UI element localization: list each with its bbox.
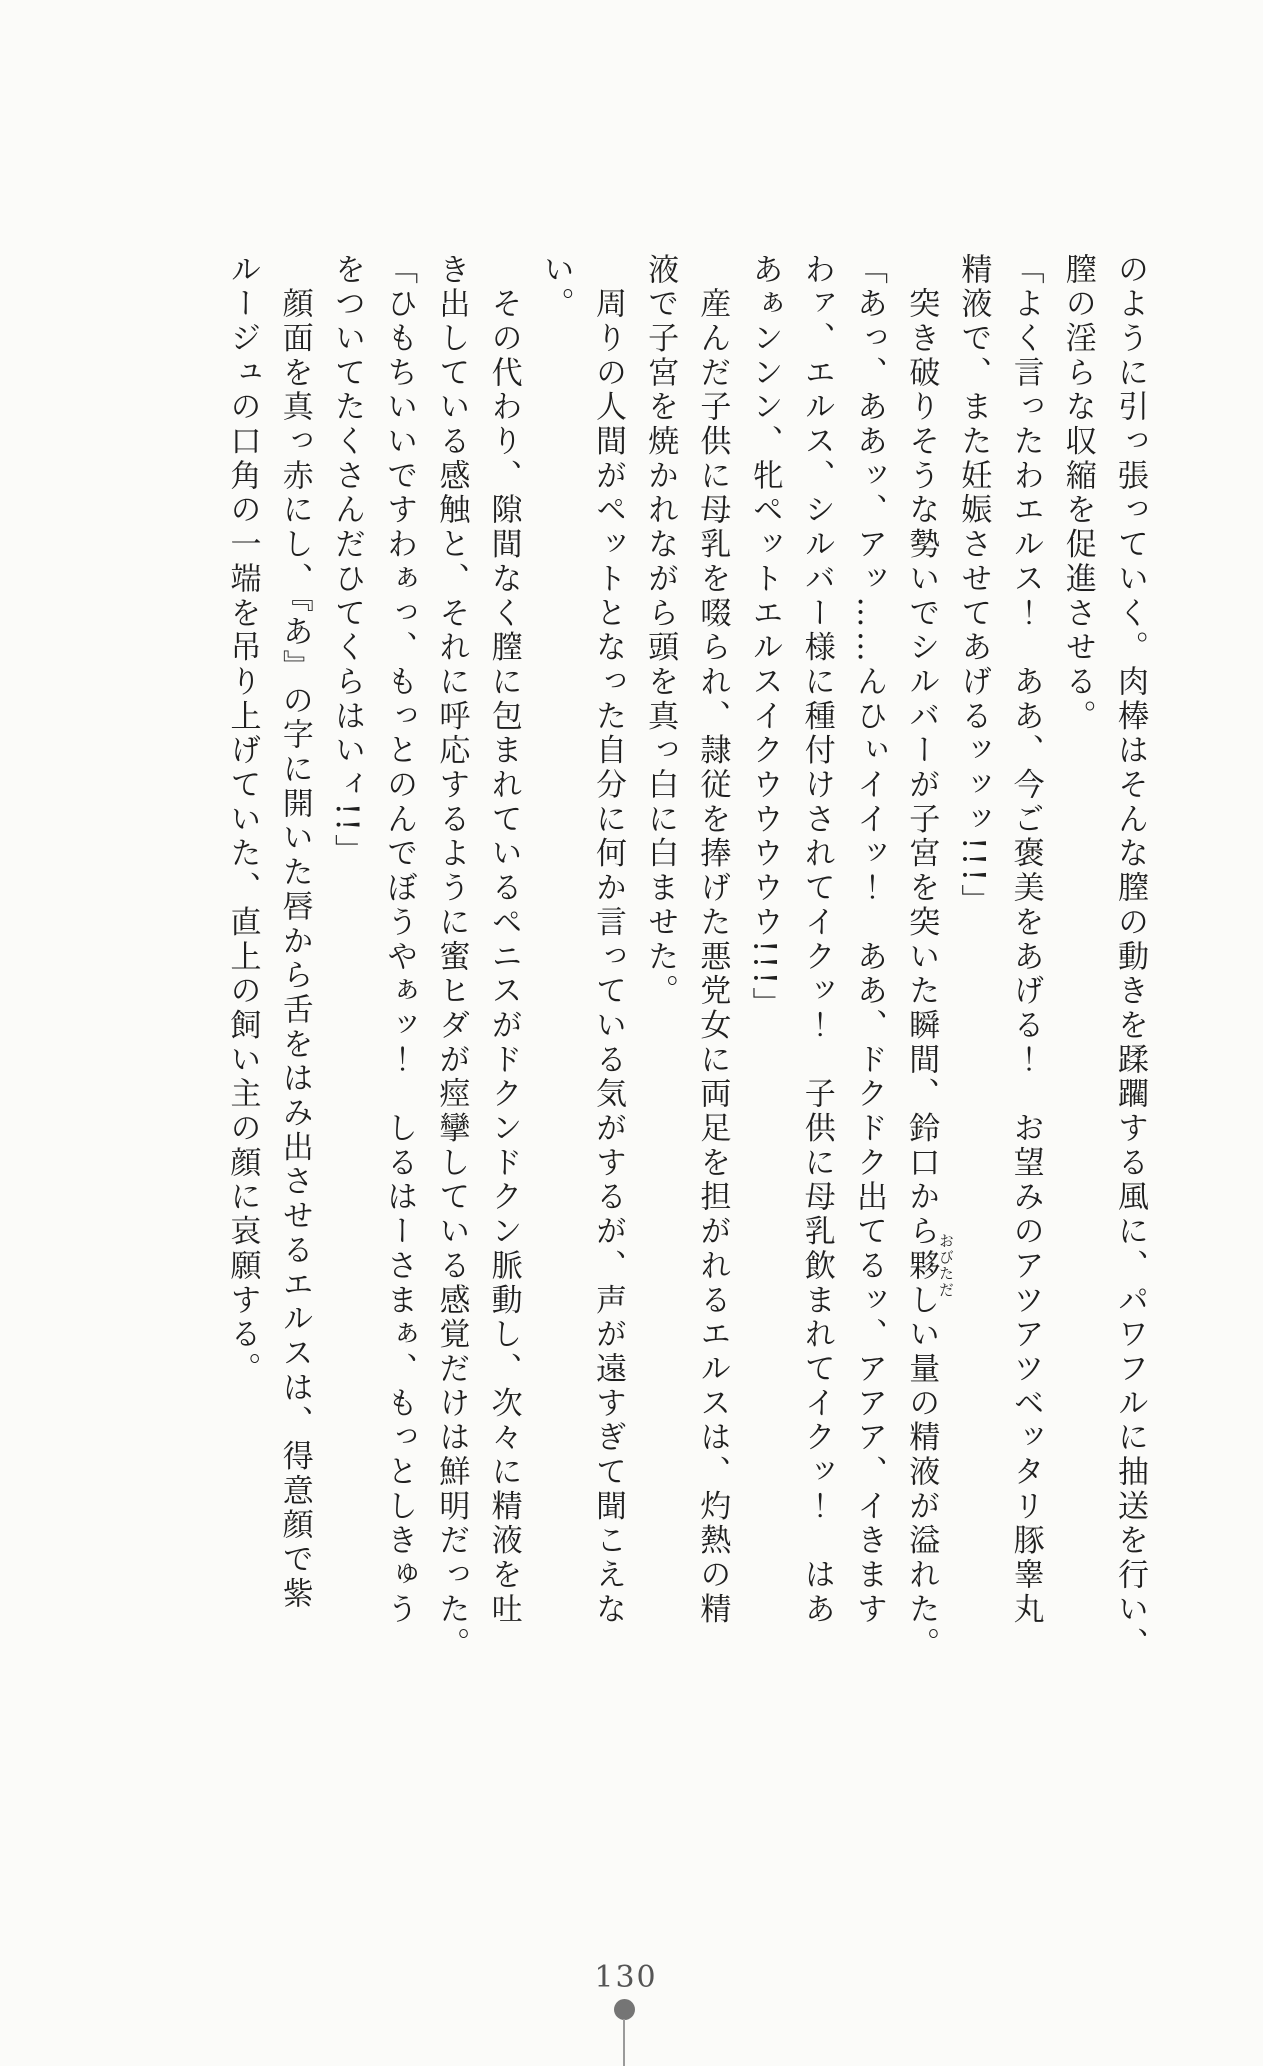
text-column-7: わァ、エルス、シルバー様に種付けされてイクッ！ 子供に母乳飲まれてイクッ！ はあ — [798, 253, 835, 1627]
text-column-6: 「あっ、ああッ、アッ……んひぃイイッ！ ああ、ドクドク出てるッ、アアア、イきます — [850, 253, 887, 1627]
page-marker-line — [623, 2019, 625, 2066]
text-column-18: ルージュの口角の一端を吊り上げていた、直上の飼い主の顔に哀願する。 — [224, 253, 261, 1387]
text-column-10: 液で子宮を焼かれながら頭を真っ白に白ませた。 — [642, 253, 679, 1009]
text-column-13: その代わり、隙間なく膣に包まれているペニスがドクンドクン脈動し、次々に精液を吐 — [485, 253, 522, 1627]
text-column-17: 顔面を真っ赤にし、『あ』の字に開いた唇から舌をはみ出させるエルスは、得意顔で紫 — [276, 253, 313, 1612]
text-column-11: 周りの人間がペットとなった自分に何か言っている気がするが、声が遠すぎて聞こえな — [589, 253, 626, 1627]
page-marker-circle-icon — [614, 1999, 635, 2020]
text-column-9: 産んだ子供に母乳を啜られ、隷従を捧げた悪党女に両足を担がれるエルスは、灼熱の精 — [694, 253, 731, 1627]
text-column-16: をついてたくさんだひてくらはいィ!!」 — [328, 253, 365, 869]
text-column-2: 膣の淫らな収縮を促進させる。 — [1059, 253, 1096, 734]
text-block — [216, 253, 1156, 1667]
page-number: 130 — [594, 1960, 658, 1995]
text-column-14: き出している感触と、それに呼応するように蜜ヒダが痙攣している感覚だけは鮮明だった。 — [433, 253, 470, 1662]
text-column-3: 「よく言ったわエルス！ ああ、今ご褒美をあげる！ お望みのアツアツベッタリ豚睾丸 — [1007, 253, 1044, 1627]
text-column-4: 精液で、また妊娠させてあげるッッッ!!!」 — [955, 253, 992, 919]
text-column-12: い。 — [537, 253, 574, 322]
text-column-5: 突き破りそうな勢いでシルバーが子宮を突いた瞬間、鈴口から夥しい量の精液が溢れた。 — [903, 253, 940, 1662]
text-column-1: のように引っ張っていく。肉棒はそんな膣の動きを蹂躙する風に、パワフルに抽送を行い、 — [1112, 253, 1148, 1662]
furigana-ruby: おびただ — [937, 1233, 955, 1298]
text-column-8: あぁンンン、牝ペットエルスイクウウウウウ!!!」 — [746, 253, 783, 1022]
text-column-15: 「ひもちいいですわぁっ、もっとのんでぼうやぁッ！ しるはーさまぁ、もっとしきゅう — [381, 253, 418, 1627]
